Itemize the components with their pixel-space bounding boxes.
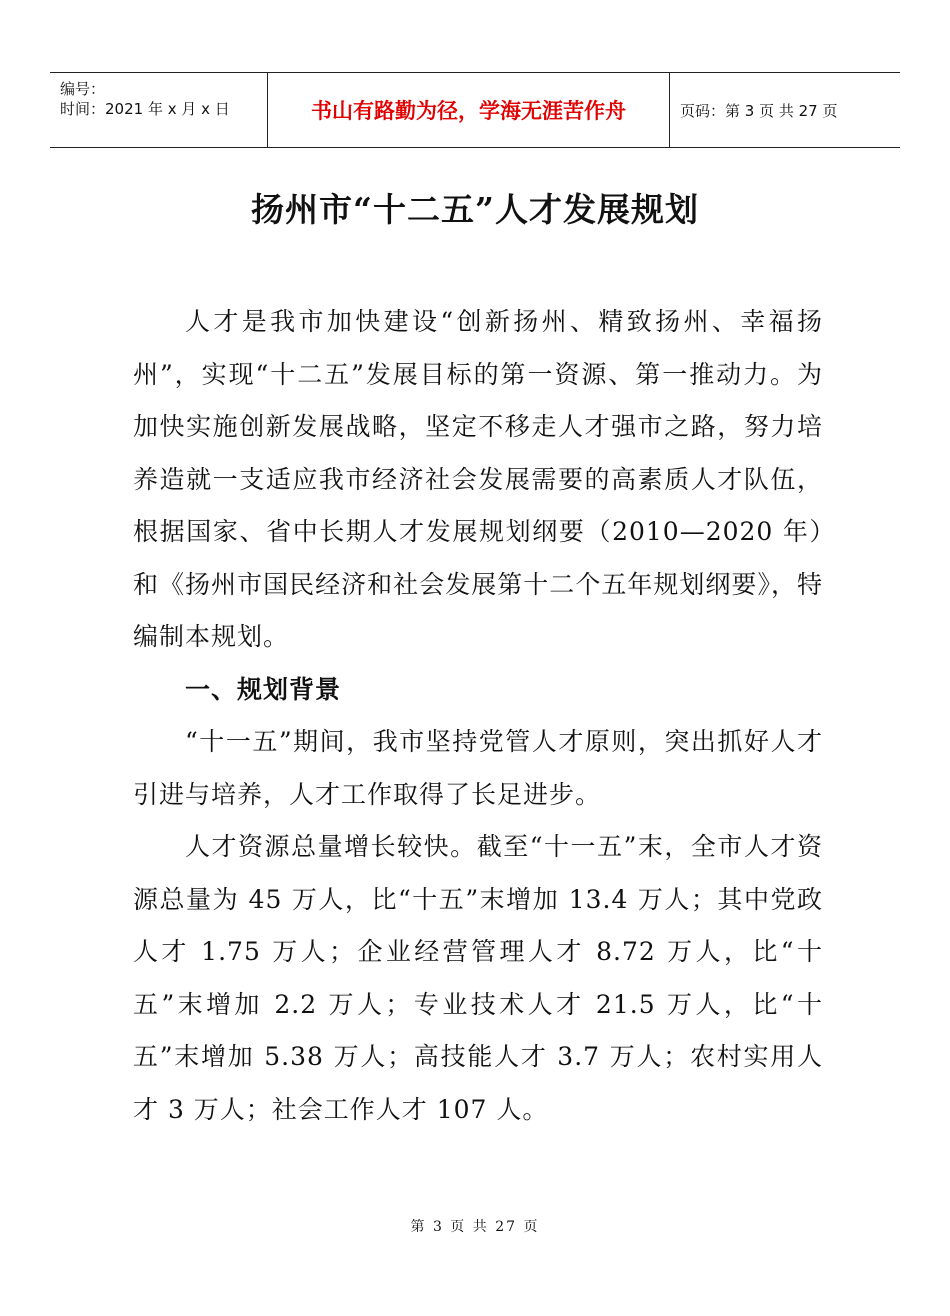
section-paragraph: 人才资源总量增长较快。截至“十一五”末，全市人才资源总量为 45 万人，比“十五”末增加 13.4 万人；其中党政人才 1.75 万人；企业经营管理人才 8.72 万人，比“十五”末增加 2.2 万人；专业技术人才 21.5 万人，比“十五”末增加 5.38 万人；高技能人才 3.7 万人；农村实用人才 3 万人；社会工作人才 107 人。 <box>133 832 823 1124</box>
intro-paragraph: 人才是我市加快建设“创新扬州、精致扬州、幸福扬州”，实现“十二五”发展目标的第一资源、第一推动力。为加快实施创新发展战略，坚定不移走人才强市之路，努力培养造就一支适应我市经济社会发展需要的高素质人才队伍，根据国家、省中长期人才发展规划纲要（2010—2020 年）和《扬州市国民经济和社会发展第十二个五年规划纲要》，特编制本规划。 <box>133 307 823 651</box>
number-label: 编号： <box>60 80 106 98</box>
time-label: 时间：2021 年 x 月 x 日 <box>60 100 230 118</box>
document-title: 扬州市“十二五”人才发展规划 <box>251 190 699 229</box>
section-paragraph: “十一五”期间，我市坚持党管人才原则，突出抓好人才引进与培养，人才工作取得了长足进步。 <box>133 727 823 809</box>
document-body <box>133 296 823 1136</box>
header-meta-cell <box>50 73 268 147</box>
section-heading: 一、规划背景 <box>185 674 342 704</box>
header-motto: 书山有路勤为径，学海无涯苦作舟 <box>268 73 670 147</box>
document-header <box>50 72 900 148</box>
header-page-info: 页码：第 3 页 共 27 页 <box>680 101 838 120</box>
page-footer: 第 3 页 共 27 页 <box>410 1219 540 1235</box>
